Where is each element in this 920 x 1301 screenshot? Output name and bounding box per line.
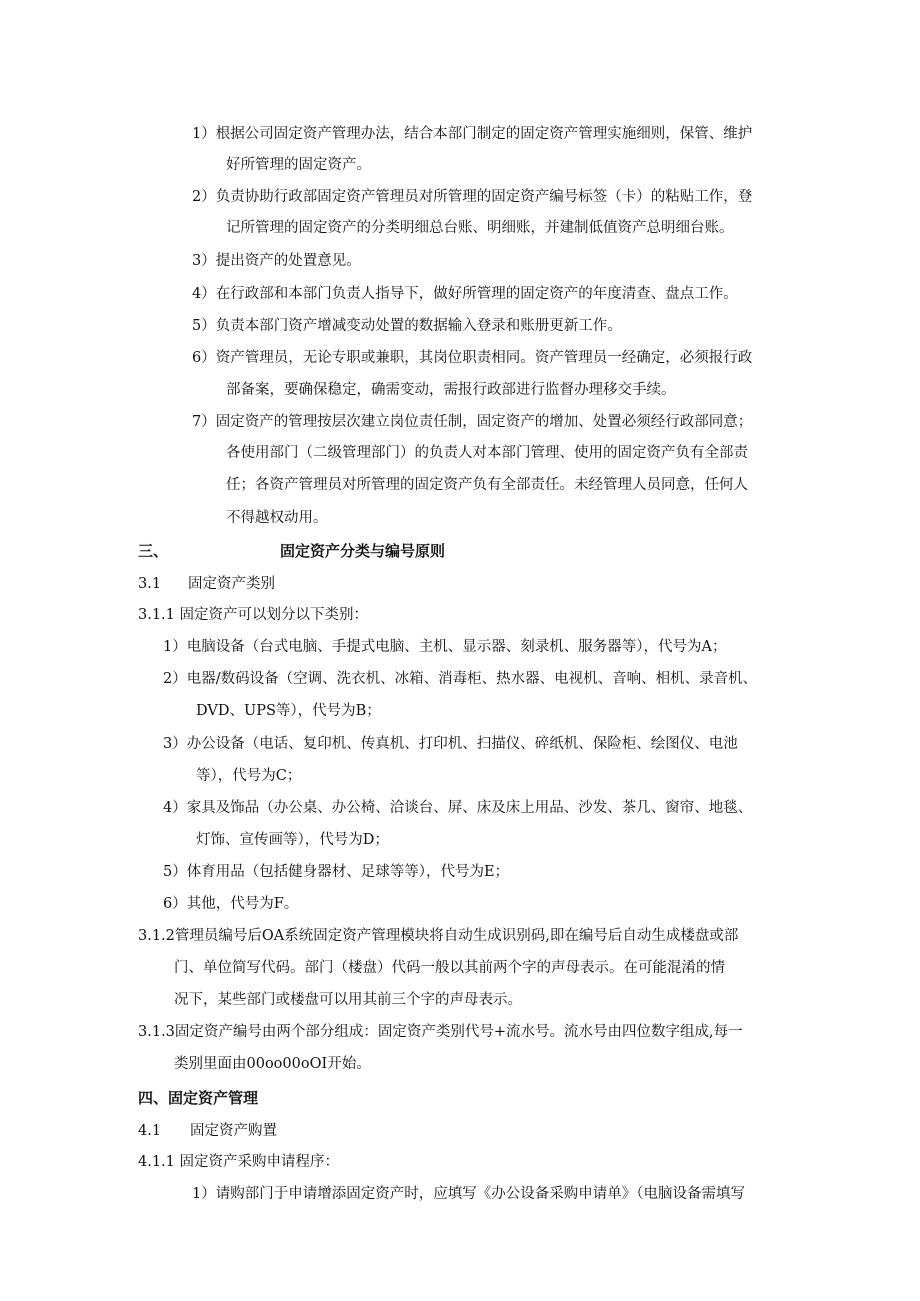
duty-4: 4）在行政部和本部门负责人指导下，做好所管理的固定资产的年度清查、盘点工作。	[192, 286, 738, 302]
duty-5: 5）负责本部门资产增减变动处置的数据输入登录和账册更新工作。	[192, 318, 622, 334]
duty-7-line-1: 7）固定资产的管理按层次建立岗位责任制，固定资产的增加、处置必须经行政部同意；	[192, 414, 753, 430]
clause-3-1-2-line-3: 况下，某些部门或楼盘可以用其前三个字的声母表示。	[174, 992, 522, 1008]
subsection-3-1-title: 固定资产类别	[188, 576, 275, 592]
category-a: 1）电脑设备（台式电脑、手提式电脑、主机、显示器、刻录机、服务器等），代号为A；	[163, 639, 727, 655]
section-4-title: 四、固定资产管理	[138, 1089, 259, 1107]
clause-3-1-2-line-2: 门、单位简写代码。部门（楼盘）代码一般以其前两个字的声母表示。在可能混淆的情	[174, 960, 725, 976]
procurement-step-1: 1）请购部门于申请增添固定资产时，应填写《办公设备采购申请单》（电脑设备需填写	[192, 1186, 745, 1202]
category-d-line-1: 4）家具及饰品（办公桌、办公椅、洽谈台、屏、床及床上用品、沙发、茶几、窗帘、地毯、	[163, 800, 753, 816]
section-3-number: 三、	[138, 542, 169, 560]
duty-2-line-2: 记所管理的固定资产的分类明细总台账、明细账，并建制低值资产总明细台账。	[226, 220, 734, 236]
subsection-3-1-number: 3.1	[138, 576, 162, 592]
clause-3-1-3-line-1: 3.1.3固定资产编号由两个部分组成：固定资产类别代号+流水号。流水号由四位数字组成,每一	[138, 1024, 743, 1040]
subsection-4-1-title: 固定资产购置	[190, 1123, 277, 1139]
duty-2-line-1: 2）负责协助行政部固定资产管理员对所管理的固定资产编号标签（卡）的粘贴工作，登	[192, 189, 753, 205]
category-e: 5）体育用品（包括健身器材、足球等等），代号为E；	[163, 864, 510, 880]
category-c-line-1: 3）办公设备（电话、复印机、传真机、打印机、扫描仪、碎纸机、保险柜、绘图仪、电池	[163, 736, 738, 752]
section-3-title: 固定资产分类与编号原则	[280, 542, 446, 560]
clause-3-1-3-line-2: 类别里面由00oo00oOI开始。	[174, 1056, 371, 1072]
duty-6-line-1: 6）资产管理员，无论专职或兼职，其岗位职责相同。资产管理员一经确定，必须报行政	[192, 350, 753, 366]
category-f: 6）其他，代号为F。	[163, 896, 299, 912]
subsection-4-1-number: 4.1	[138, 1123, 162, 1139]
duty-1-line-2: 好所管理的固定资产。	[226, 157, 371, 173]
category-b-line-1: 2）电器/数码设备（空调、洗衣机、冰箱、消毒柜、热水器、电视机、音响、相机、录音机、	[163, 671, 758, 687]
category-b-line-2: DVD、UPS等），代号为B；	[196, 703, 381, 719]
clause-3-1-2-line-1: 3.1.2管理员编号后OA系统固定资产管理模块将自动生成识别码,即在编号后自动生成楼盘或部	[138, 928, 739, 944]
duty-7-line-2: 各使用部门（二级管理部门）的负责人对本部门管理、使用的固定资产负有全部责	[226, 445, 748, 461]
duty-3: 3）提出资产的处置意见。	[192, 253, 361, 269]
category-c-line-2: 等），代号为C；	[196, 768, 302, 784]
clause-4-1-1: 4.1.1 固定资产采购申请程序：	[138, 1154, 340, 1170]
clause-3-1-1: 3.1.1 固定资产可以划分以下类别：	[138, 607, 369, 623]
duty-6-line-2: 部备案，要确保稳定，确需变动，需报行政部进行监督办理移交手续。	[226, 382, 676, 398]
duty-7-line-4: 不得越权动用。	[226, 510, 328, 526]
duty-7-line-3: 任；各资产管理员对所管理的固定资产负有全部责任。未经管理人员同意，任何人	[226, 477, 748, 493]
duty-1-line-1: 1）根据公司固定资产管理办法，结合本部门制定的固定资产管理实施细则，保管、维护	[192, 126, 753, 142]
category-d-line-2: 灯饰、宣传画等），代号为D；	[196, 832, 389, 848]
